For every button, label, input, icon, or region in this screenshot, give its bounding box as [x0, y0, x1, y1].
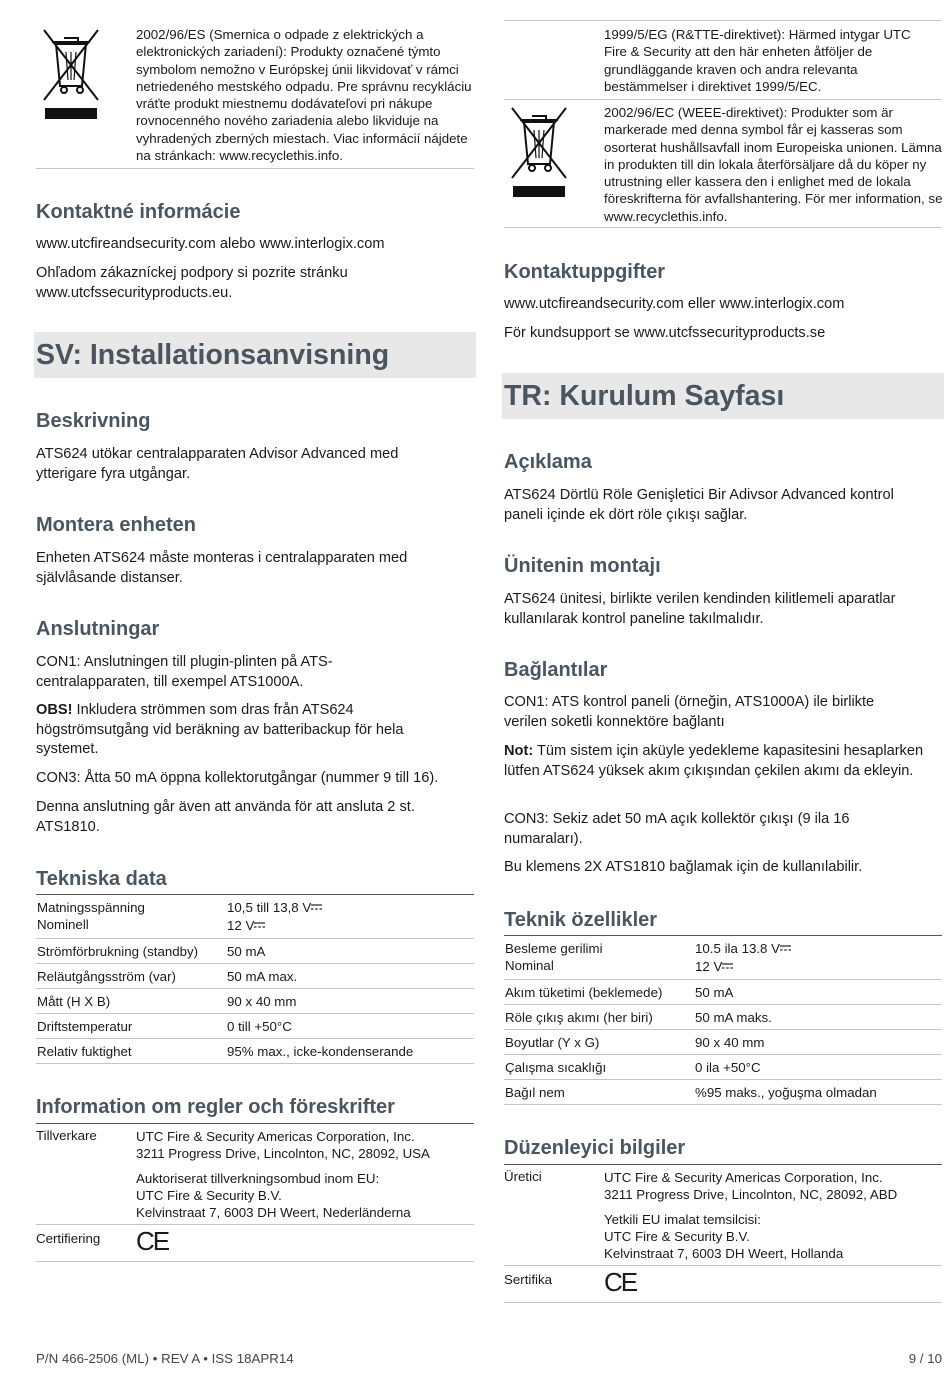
sv-mount-heading: Montera enheten: [36, 514, 197, 536]
sk-contact-heading: Kontaktné informácie: [36, 201, 241, 223]
sv-description-heading: Beskrivning: [36, 410, 151, 432]
sv-reg-cert-label: Certifiering: [36, 1231, 101, 1246]
tr-note-text: Tüm sistem için aküyle yedekleme kapasitesini hesaplarken lütfen ATS624 yüksek akım çıkışından çekilen akımı da ekleyin.: [504, 743, 924, 779]
sv-conn-con3: CON3: Åtta 50 mA öppna kollektorutgångar (nummer 9 till 16).: [36, 770, 439, 786]
sv-note-label: OBS!: [36, 702, 73, 718]
sv-spec-label: Relativ fuktighet: [37, 1044, 132, 1059]
sv-reg-heading: Information om regler och föreskrifter: [36, 1096, 395, 1118]
sv-spec-row: [36, 964, 474, 989]
tr-note-label: Not:: [504, 743, 534, 759]
sv-tech-table: [36, 894, 474, 1064]
sv-spec-label: Matningsspänning: [37, 900, 145, 915]
tr-spec-label: Boyutlar (Y x G): [505, 1035, 600, 1050]
tr-mount-heading: Ünitenin montajı: [504, 555, 661, 577]
weee-text-sv: 2002/96/EC (WEEE-direktivet): Produkter som är markerade med denna symbol får ej kasseras som osorterat hushållsavfall inom Europeiska unionen. Lämna in produkten till din lokala återförsäljare då du köper ny utrustning eller kassera den i enlighet med de lokala föreskrifterna för avfallshantering. För mer information, se www.recyclethis.info.: [604, 105, 943, 224]
tr-mount-text: ATS624 ünitesi, birlikte verilen kendinden kilitlemeli aparatlar kullanılarak kontrol paneline takılmalıdır.: [504, 591, 896, 627]
sv-reg-manufacturer-row: [36, 1124, 474, 1225]
tr-spec-label: Besleme gerilimi: [505, 941, 603, 956]
dc-voltage-icon: [311, 903, 322, 913]
tr-spec-label: Röle çıkış akımı (her biri): [505, 1010, 653, 1025]
sv-spec-value: 50 mA: [227, 944, 266, 959]
sv-mount-text: Enheten ATS624 måste monteras i centralapparaten med självlåsande distanser.: [36, 550, 408, 586]
tr-spec-row: [504, 1055, 942, 1080]
tr-spec-row: [504, 1005, 942, 1030]
sv-note-text: Inkludera strömmen som dras från ATS624 högströmsutgång vid beräkning av batteribackup för hela systemet.: [36, 702, 404, 757]
weee-notice-sv: [504, 99, 942, 228]
sv-spec-row: [36, 939, 474, 964]
tr-spec-value: 0 ila +50°C: [695, 1060, 761, 1075]
footer-page-number: 9 / 10: [908, 1351, 942, 1366]
tr-reg-mfr-line2: 3211 Progress Drive, Lincolnton, NC, 28092, ABD: [604, 1187, 898, 1203]
tr-reg-mfr-line1: UTC Fire & Security Americas Corporation, Inc.: [604, 1170, 883, 1185]
sv-contact-line2: För kundsupport se www.utcfssecurityproducts.se: [504, 325, 826, 341]
sv-section-title: SV: Installationsanvisning: [34, 332, 476, 378]
tr-section-title: TR: Kurulum Sayfası: [502, 373, 944, 419]
tr-reg-rep-line3: Kelvinstraat 7, 6003 DH Weert, Hollanda: [604, 1246, 844, 1262]
weee-notice-sk: [36, 20, 474, 169]
tr-reg-rep-line2: UTC Fire & Security B.V.: [604, 1228, 750, 1244]
ce-mark-icon: CE: [136, 1226, 169, 1256]
tr-conn-con3: CON3: Sekiz adet 50 mA açık kollektör çıkışı (9 ila 16 numaraları).: [504, 811, 850, 847]
sv-contact-heading: Kontaktuppgifter: [504, 261, 666, 283]
tr-tech-table: [504, 935, 942, 1105]
tr-spec-value: 50 mA: [695, 985, 734, 1000]
sv-reg-mfr-label: Tillverkare: [36, 1128, 97, 1143]
sk-contact-line2: Ohľadom zákazníckej podpory si pozrite stránku www.utcfssecurityproducts.eu.: [36, 265, 348, 301]
tr-reg-table: [504, 1164, 942, 1303]
sv-conn-ats1810: Denna anslutning går även att använda för att ansluta 2 st. ATS1810.: [36, 799, 415, 835]
sv-reg-cert-row: [36, 1225, 474, 1262]
sv-spec-value: 12 V: [227, 917, 474, 935]
tr-spec-label: Çalışma sıcaklığı: [505, 1060, 607, 1075]
ce-mark-icon: CE: [604, 1267, 637, 1297]
footer-part-number: P/N 466-2506 (ML) • REV A • ISS 18APR14: [36, 1351, 294, 1366]
tr-reg-mfr-label: Üretici: [504, 1169, 542, 1184]
weee-bin-icon: [506, 104, 572, 198]
tr-spec-row: [504, 980, 942, 1005]
weee-bin-icon: [38, 26, 104, 120]
tr-spec-row: [504, 936, 942, 980]
sv-spec-value: 90 x 40 mm: [227, 994, 297, 1009]
sv-reg-mfr-line2: 3211 Progress Drive, Lincolnton, NC, 28092, USA: [136, 1146, 430, 1162]
sv-contact-line1: www.utcfireandsecurity.com eller www.interlogix.com: [504, 296, 845, 312]
sv-reg-rep-line1: Auktoriserat tillverkningsombud inom EU:: [136, 1170, 380, 1186]
sv-spec-value: 50 mA max.: [227, 969, 298, 984]
sv-spec-label: Strömförbrukning (standby): [37, 944, 199, 959]
sv-reg-rep-line2: UTC Fire & Security B.V.: [136, 1187, 282, 1203]
sk-contact-line1: www.utcfireandsecurity.com alebo www.interlogix.com: [36, 236, 385, 252]
sv-spec-value: 0 till +50°C: [227, 1019, 292, 1034]
rtte-notice: [504, 20, 942, 100]
sv-reg-mfr-line1: UTC Fire & Security Americas Corporation, Inc.: [136, 1129, 415, 1144]
tr-connections-heading: Bağlantılar: [504, 659, 608, 681]
tr-reg-cert-row: [504, 1266, 942, 1303]
tr-spec-value: %95 maks., yoğuşma olmadan: [695, 1085, 877, 1100]
sv-spec-label: Reläutgångsström (var): [37, 969, 176, 984]
tr-reg-heading: Düzenleyici bilgiler: [504, 1137, 686, 1159]
sv-spec-row: [36, 1039, 474, 1064]
sv-spec-value: 10,5 till 13,8 V: [227, 899, 474, 917]
tr-spec-value: 90 x 40 mm: [695, 1035, 765, 1050]
sv-reg-table: [36, 1123, 474, 1262]
tr-reg-cert-label: Sertifika: [504, 1272, 553, 1287]
rtte-text: 1999/5/EG (R&TTE-direktivet): Härmed intygar UTC Fire & Security att den här enheten åtföljer de grundläggande kraven och andra relevanta bestämmelser i direktivet 1999/5/EC.: [604, 27, 911, 94]
sv-spec-label: Mått (H X B): [37, 994, 111, 1009]
tr-tech-heading: Teknik özellikler: [504, 909, 658, 931]
tr-description-heading: Açıklama: [504, 451, 592, 473]
sv-spec-label: Driftstemperatur: [37, 1019, 133, 1034]
sv-spec-value: 95% max., icke-kondenserande: [227, 1044, 414, 1059]
tr-reg-manufacturer-row: [504, 1165, 942, 1266]
tr-spec-label: Nominal: [505, 958, 554, 973]
tr-conn-con1: CON1: ATS kontrol paneli (örneğin, ATS1000A) ile birlikte verilen soketli konnektöre bağlantı: [504, 694, 875, 730]
sv-description-text: ATS624 utökar centralapparaten Advisor Advanced med ytterigare fyra utgångar.: [36, 446, 399, 482]
sv-spec-row: [36, 989, 474, 1014]
tr-spec-row: [504, 1080, 942, 1105]
tr-conn-ats1810: Bu klemens 2X ATS1810 bağlamak için de kullanılabilir.: [504, 859, 863, 875]
weee-text-sk: 2002/96/ES (Smernica o odpade z elektrických a elektronických zariadení): Produkty označené týmto symbolom nemožno v Európskej únii likvidovať v rámci netriedeného mestského odpadu. Pre správnu recykláciu vráťte produkt miestnemu dodávateľovi pri nákupe rovnocenného nového zariadenia alebo likviduje na vyhradených zberných miestach. Viac informácií nájdete na stránkach: www.recyclethis.info.: [136, 27, 472, 164]
sv-spec-row: [36, 895, 474, 939]
sv-conn-con1: CON1: Anslutningen till plugin-plinten på ATS-centralapparaten, till exempel ATS1000A.: [36, 654, 333, 690]
sv-spec-row: [36, 1014, 474, 1039]
sv-spec-label: Nominell: [37, 917, 89, 932]
sv-tech-heading: Tekniska data: [36, 868, 167, 890]
dc-voltage-icon: [780, 944, 791, 954]
dc-voltage-icon: [254, 921, 265, 931]
sv-conn-note: [36, 701, 436, 760]
tr-reg-rep-line1: Yetkili EU imalat temsilcisi:: [604, 1211, 761, 1227]
dc-voltage-icon: [722, 962, 733, 972]
tr-spec-value: 50 mA maks.: [695, 1010, 772, 1025]
tr-spec-value: 12 V: [695, 958, 942, 976]
sv-reg-rep-line3: Kelvinstraat 7, 6003 DH Weert, Nederländerna: [136, 1205, 411, 1221]
tr-description-text: ATS624 Dörtlü Röle Genişletici Bir Adivsor Advanced kontrol paneli içinde ek dört röle çıkışı sağlar.: [504, 487, 894, 523]
sv-connections-heading: Anslutningar: [36, 618, 160, 640]
tr-spec-label: Akım tüketimi (beklemede): [505, 985, 663, 1000]
tr-spec-value: 10.5 ila 13.8 V: [695, 940, 942, 958]
tr-spec-row: [504, 1030, 942, 1055]
tr-spec-label: Bağıl nem: [505, 1085, 565, 1100]
tr-conn-note: [504, 742, 924, 781]
